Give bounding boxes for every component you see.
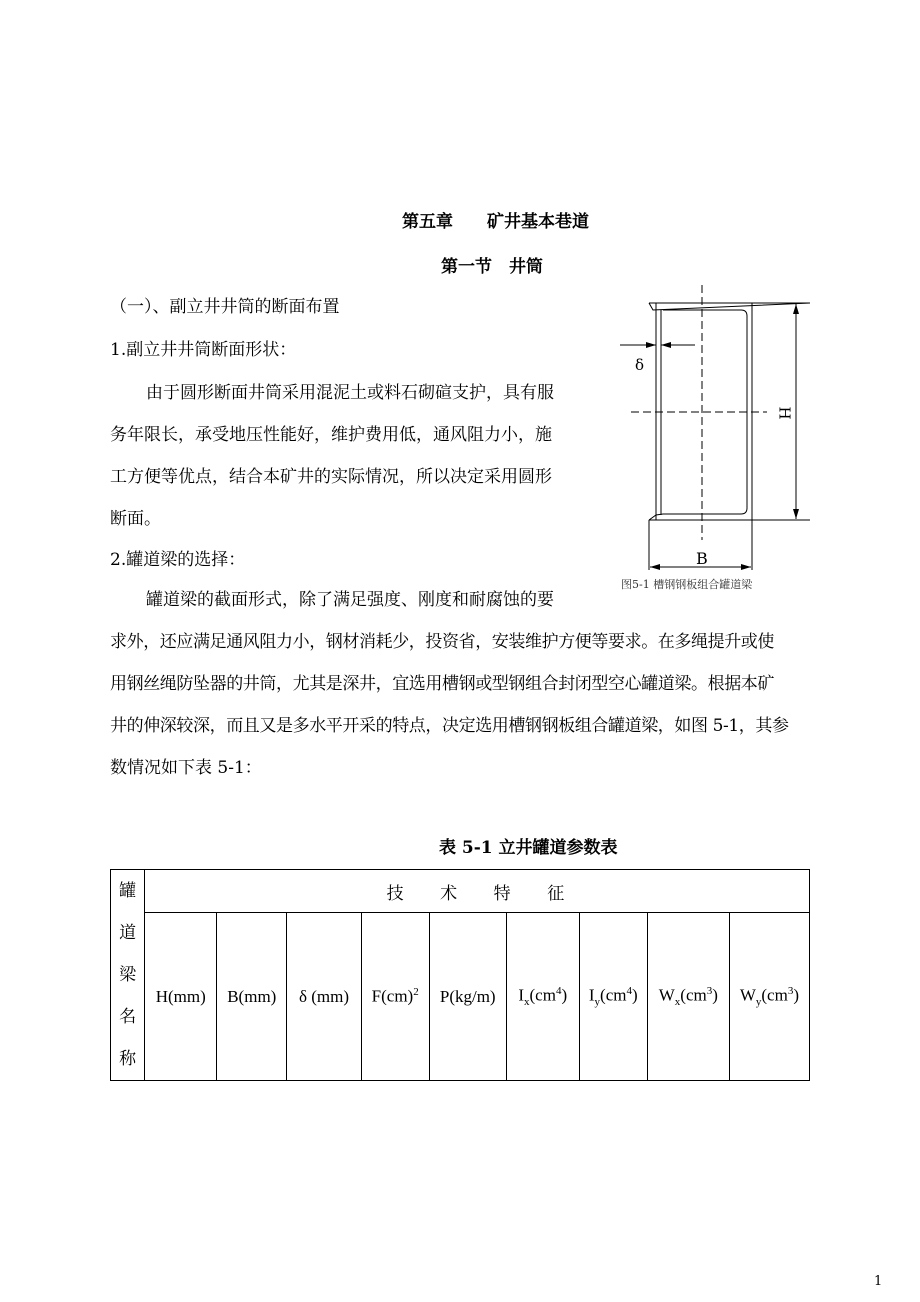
col-label: (cm	[761, 985, 788, 1005]
figure-caption: 图5-1 槽钢钢板组合罐道梁	[621, 578, 753, 591]
col-label: )	[631, 985, 638, 1005]
table-title: 表 5-1 立井罐道参数表	[439, 838, 618, 858]
col-sup: 4	[626, 985, 632, 998]
col-sub: y	[755, 996, 762, 1009]
col-label: F(cm)	[371, 987, 414, 1007]
paragraph-line: 求外，还应满足通风阻力小，钢材消耗少，投资省，安装维护方便等要求。在多绳提升或使	[110, 632, 774, 652]
paragraph-line: 罐道梁的截面形式，除了满足强度、刚度和耐腐蚀的要	[146, 590, 554, 610]
col-header-ix	[506, 913, 579, 1081]
paragraph-line: 务年限长，承受地压性能好，维护费用低，通风阻力小，施	[110, 425, 552, 445]
name-column-header	[111, 870, 145, 1081]
col-header-b	[217, 913, 287, 1081]
col-sub: x	[674, 996, 681, 1009]
parameter-table	[110, 869, 810, 1081]
paragraph-line: 用钢丝绳防坠器的井筒，尤其是深井，宜选用槽钢或型钢组合封闭型空心罐道梁。根据本矿	[110, 674, 774, 694]
col-header-delta	[287, 913, 361, 1081]
header-char: 称	[119, 1049, 137, 1068]
col-header-wx	[647, 913, 729, 1081]
section-title: 第一节 井筒	[441, 257, 543, 277]
col-label: (cm	[600, 985, 627, 1005]
header-char: 罐	[119, 881, 137, 900]
col-label: I	[588, 985, 595, 1005]
header-char: 名	[119, 1007, 137, 1026]
col-sup: 4	[555, 985, 562, 998]
figure-label-h: H	[775, 406, 794, 420]
col-sup: 3	[706, 985, 713, 998]
col-label: (cm	[529, 985, 556, 1005]
col-header-iy	[579, 913, 647, 1081]
chapter-title: 第五章 矿井基本巷道	[402, 212, 589, 232]
col-label: W	[658, 985, 675, 1005]
col-label: δ (mm)	[298, 986, 349, 1006]
col-sup: 3	[787, 985, 794, 998]
col-label: )	[561, 985, 568, 1005]
col-sub: x	[524, 996, 530, 1009]
col-label: (cm	[680, 985, 707, 1005]
col-header-wy	[729, 913, 809, 1081]
paragraph-line: 数情况如下表 5-1：	[110, 758, 262, 778]
heading-3: 2.罐道梁的选择：	[110, 550, 246, 570]
header-char: 道	[119, 923, 137, 942]
col-header-f	[361, 913, 429, 1081]
col-label: )	[712, 985, 718, 1005]
paragraph-line: 井的伸深较深，而且又是多水平开采的特点，决定选用槽钢钢板组合罐道梁，如图 5-1，其参	[110, 716, 789, 736]
col-label: P(kg/m)	[439, 986, 496, 1006]
figure-label-b: B	[696, 549, 708, 568]
figure-label-delta: δ	[635, 356, 645, 374]
header-char: 梁	[119, 965, 137, 984]
heading-2: 1.副立井井筒断面形状：	[110, 340, 297, 360]
col-label: )	[793, 985, 799, 1005]
col-sub: y	[594, 996, 601, 1009]
figure-channel-beam	[0, 0, 920, 620]
page-number: 1	[874, 1274, 883, 1289]
col-label: I	[518, 985, 524, 1005]
col-label: B(mm)	[227, 986, 277, 1006]
group-header: 技 术 特 征	[145, 870, 810, 913]
col-label: H(mm)	[155, 986, 206, 1006]
col-header-p	[429, 913, 506, 1081]
col-label: W	[739, 985, 756, 1005]
col-sup: 2	[413, 986, 419, 999]
heading-1: （一）、副立井井筒的断面布置	[110, 297, 340, 317]
col-header-h	[145, 913, 217, 1081]
paragraph-line: 工方便等优点，结合本矿井的实际情况，所以决定采用圆形	[110, 467, 552, 487]
paragraph-line: 由于圆形断面井筒采用混泥土或料石砌碹支护，具有服	[146, 383, 554, 403]
paragraph-line: 断面。	[110, 509, 161, 529]
